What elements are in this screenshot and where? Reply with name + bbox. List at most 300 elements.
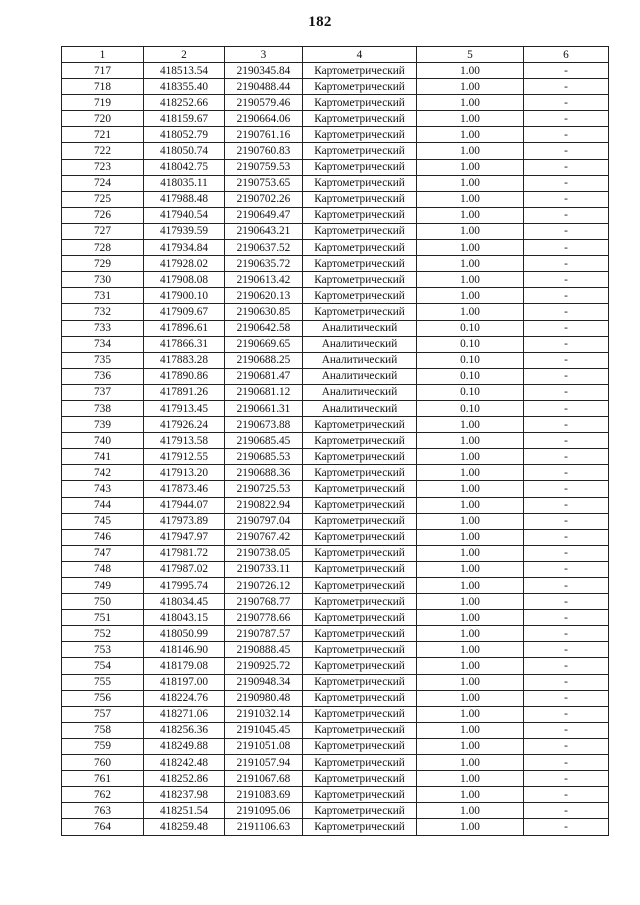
y-coordinate-cell: 2190488.44 (225, 79, 303, 95)
method-cell: Картометрический (303, 63, 417, 79)
accuracy-cell: 1.00 (417, 304, 524, 320)
note-cell: - (524, 63, 609, 79)
method-cell: Картометрический (303, 288, 417, 304)
accuracy-cell: 1.00 (417, 529, 524, 545)
point-number-cell: 747 (62, 545, 144, 561)
table-row (62, 79, 609, 95)
note-cell: - (524, 191, 609, 207)
y-coordinate-cell: 2190681.47 (225, 368, 303, 384)
table-row (62, 626, 609, 642)
x-coordinate-cell: 418179.08 (144, 658, 225, 674)
y-coordinate-cell: 2190768.77 (225, 594, 303, 610)
accuracy-cell: 1.00 (417, 706, 524, 722)
point-number-cell: 762 (62, 787, 144, 803)
accuracy-cell: 1.00 (417, 610, 524, 626)
accuracy-cell: 1.00 (417, 674, 524, 690)
point-number-cell: 754 (62, 658, 144, 674)
method-cell: Картометрический (303, 771, 417, 787)
y-coordinate-cell: 2190664.06 (225, 111, 303, 127)
note-cell: - (524, 433, 609, 449)
method-cell: Картометрический (303, 755, 417, 771)
table-row (62, 690, 609, 706)
method-cell: Картометрический (303, 706, 417, 722)
y-coordinate-cell: 2190642.58 (225, 320, 303, 336)
method-cell: Картометрический (303, 610, 417, 626)
point-number-cell: 744 (62, 497, 144, 513)
accuracy-cell: 1.00 (417, 481, 524, 497)
note-cell: - (524, 594, 609, 610)
x-coordinate-cell: 418050.74 (144, 143, 225, 159)
note-cell: - (524, 610, 609, 626)
table-row (62, 787, 609, 803)
note-cell: - (524, 127, 609, 143)
method-cell: Аналитический (303, 384, 417, 400)
method-cell: Картометрический (303, 561, 417, 577)
x-coordinate-cell: 418242.48 (144, 755, 225, 771)
table-row (62, 803, 609, 819)
note-cell: - (524, 787, 609, 803)
y-coordinate-cell: 2190685.45 (225, 433, 303, 449)
point-number-cell: 749 (62, 578, 144, 594)
point-number-cell: 741 (62, 449, 144, 465)
x-coordinate-cell: 418513.54 (144, 63, 225, 79)
note-cell: - (524, 819, 609, 835)
page-number: 182 (308, 14, 332, 30)
point-number-cell: 727 (62, 223, 144, 239)
point-number-cell: 760 (62, 755, 144, 771)
method-cell: Картометрический (303, 738, 417, 754)
column-header: 1 (62, 47, 144, 63)
table-row (62, 594, 609, 610)
method-cell: Аналитический (303, 320, 417, 336)
table-row (62, 336, 609, 352)
accuracy-cell: 1.00 (417, 127, 524, 143)
note-cell: - (524, 159, 609, 175)
x-coordinate-cell: 417944.07 (144, 497, 225, 513)
method-cell: Картометрический (303, 191, 417, 207)
note-cell: - (524, 674, 609, 690)
method-cell: Картометрический (303, 674, 417, 690)
table-row (62, 706, 609, 722)
y-coordinate-cell: 2190767.42 (225, 529, 303, 545)
note-cell: - (524, 529, 609, 545)
accuracy-cell: 1.00 (417, 207, 524, 223)
method-cell: Картометрический (303, 626, 417, 642)
table-row (62, 529, 609, 545)
accuracy-cell: 1.00 (417, 240, 524, 256)
x-coordinate-cell: 417890.86 (144, 368, 225, 384)
x-coordinate-cell: 418034.45 (144, 594, 225, 610)
accuracy-cell: 1.00 (417, 738, 524, 754)
y-coordinate-cell: 2190620.13 (225, 288, 303, 304)
x-coordinate-cell: 417913.20 (144, 465, 225, 481)
y-coordinate-cell: 2190630.85 (225, 304, 303, 320)
method-cell: Картометрический (303, 481, 417, 497)
point-number-cell: 725 (62, 191, 144, 207)
point-number-cell: 745 (62, 513, 144, 529)
table-row (62, 578, 609, 594)
y-coordinate-cell: 2190635.72 (225, 256, 303, 272)
note-cell: - (524, 143, 609, 159)
accuracy-cell: 1.00 (417, 561, 524, 577)
point-number-cell: 764 (62, 819, 144, 835)
method-cell: Картометрический (303, 449, 417, 465)
y-coordinate-cell: 2190681.12 (225, 384, 303, 400)
method-cell: Картометрический (303, 642, 417, 658)
note-cell: - (524, 658, 609, 674)
accuracy-cell: 0.10 (417, 352, 524, 368)
note-cell: - (524, 738, 609, 754)
table-row (62, 320, 609, 336)
table-body (62, 47, 609, 836)
method-cell: Картометрический (303, 819, 417, 835)
method-cell: Картометрический (303, 433, 417, 449)
table-row (62, 433, 609, 449)
method-cell: Картометрический (303, 513, 417, 529)
point-number-cell: 736 (62, 368, 144, 384)
accuracy-cell: 1.00 (417, 143, 524, 159)
method-cell: Картометрический (303, 175, 417, 191)
accuracy-cell: 0.10 (417, 320, 524, 336)
note-cell: - (524, 803, 609, 819)
point-number-cell: 746 (62, 529, 144, 545)
point-number-cell: 763 (62, 803, 144, 819)
accuracy-cell: 1.00 (417, 175, 524, 191)
y-coordinate-cell: 2191106.63 (225, 819, 303, 835)
method-cell: Картометрический (303, 417, 417, 433)
note-cell: - (524, 690, 609, 706)
point-number-cell: 743 (62, 481, 144, 497)
x-coordinate-cell: 418224.76 (144, 690, 225, 706)
note-cell: - (524, 642, 609, 658)
method-cell: Картометрический (303, 111, 417, 127)
y-coordinate-cell: 2190797.04 (225, 513, 303, 529)
y-coordinate-cell: 2190733.11 (225, 561, 303, 577)
accuracy-cell: 1.00 (417, 578, 524, 594)
table-row (62, 272, 609, 288)
accuracy-cell: 0.10 (417, 368, 524, 384)
x-coordinate-cell: 418197.00 (144, 674, 225, 690)
note-cell: - (524, 561, 609, 577)
method-cell: Картометрический (303, 690, 417, 706)
x-coordinate-cell: 418035.11 (144, 175, 225, 191)
point-number-cell: 742 (62, 465, 144, 481)
note-cell: - (524, 223, 609, 239)
point-number-cell: 739 (62, 417, 144, 433)
method-cell: Картометрический (303, 803, 417, 819)
note-cell: - (524, 272, 609, 288)
column-header: 4 (303, 47, 417, 63)
method-cell: Картометрический (303, 465, 417, 481)
point-number-cell: 733 (62, 320, 144, 336)
accuracy-cell: 1.00 (417, 497, 524, 513)
note-cell: - (524, 352, 609, 368)
y-coordinate-cell: 2191057.94 (225, 755, 303, 771)
accuracy-cell: 1.00 (417, 722, 524, 738)
method-cell: Картометрический (303, 223, 417, 239)
method-cell: Картометрический (303, 272, 417, 288)
method-cell: Картометрический (303, 497, 417, 513)
table-row (62, 304, 609, 320)
note-cell: - (524, 771, 609, 787)
accuracy-cell: 1.00 (417, 111, 524, 127)
note-cell: - (524, 449, 609, 465)
x-coordinate-cell: 418249.88 (144, 738, 225, 754)
y-coordinate-cell: 2190685.53 (225, 449, 303, 465)
method-cell: Картометрический (303, 594, 417, 610)
table-row (62, 400, 609, 416)
table-row (62, 449, 609, 465)
point-number-cell: 732 (62, 304, 144, 320)
point-number-cell: 730 (62, 272, 144, 288)
note-cell: - (524, 481, 609, 497)
point-number-cell: 723 (62, 159, 144, 175)
note-cell: - (524, 545, 609, 561)
method-cell: Картометрический (303, 207, 417, 223)
method-cell: Картометрический (303, 256, 417, 272)
y-coordinate-cell: 2190725.53 (225, 481, 303, 497)
x-coordinate-cell: 417900.10 (144, 288, 225, 304)
y-coordinate-cell: 2191032.14 (225, 706, 303, 722)
x-coordinate-cell: 417909.67 (144, 304, 225, 320)
table-row (62, 610, 609, 626)
method-cell: Картометрический (303, 529, 417, 545)
x-coordinate-cell: 418252.86 (144, 771, 225, 787)
accuracy-cell: 1.00 (417, 594, 524, 610)
x-coordinate-cell: 418042.75 (144, 159, 225, 175)
accuracy-cell: 1.00 (417, 803, 524, 819)
y-coordinate-cell: 2190948.34 (225, 674, 303, 690)
point-number-cell: 751 (62, 610, 144, 626)
table-row (62, 771, 609, 787)
point-number-cell: 761 (62, 771, 144, 787)
note-cell: - (524, 240, 609, 256)
y-coordinate-cell: 2190649.47 (225, 207, 303, 223)
y-coordinate-cell: 2191067.68 (225, 771, 303, 787)
point-number-cell: 722 (62, 143, 144, 159)
point-number-cell: 757 (62, 706, 144, 722)
x-coordinate-cell: 418237.98 (144, 787, 225, 803)
x-coordinate-cell: 417913.45 (144, 400, 225, 416)
accuracy-cell: 1.00 (417, 787, 524, 803)
x-coordinate-cell: 417928.02 (144, 256, 225, 272)
point-number-cell: 752 (62, 626, 144, 642)
accuracy-cell: 1.00 (417, 79, 524, 95)
method-cell: Аналитический (303, 352, 417, 368)
x-coordinate-cell: 418256.36 (144, 722, 225, 738)
accuracy-cell: 0.10 (417, 384, 524, 400)
method-cell: Аналитический (303, 400, 417, 416)
table-row (62, 481, 609, 497)
column-header: 3 (225, 47, 303, 63)
x-coordinate-cell: 418271.06 (144, 706, 225, 722)
accuracy-cell: 1.00 (417, 272, 524, 288)
x-coordinate-cell: 418259.48 (144, 819, 225, 835)
accuracy-cell: 1.00 (417, 95, 524, 111)
y-coordinate-cell: 2191095.06 (225, 803, 303, 819)
y-coordinate-cell: 2190613.42 (225, 272, 303, 288)
table-row (62, 384, 609, 400)
point-number-cell: 728 (62, 240, 144, 256)
accuracy-cell: 1.00 (417, 417, 524, 433)
y-coordinate-cell: 2190688.36 (225, 465, 303, 481)
table-row (62, 642, 609, 658)
method-cell: Аналитический (303, 368, 417, 384)
y-coordinate-cell: 2191051.08 (225, 738, 303, 754)
point-number-cell: 729 (62, 256, 144, 272)
point-number-cell: 748 (62, 561, 144, 577)
x-coordinate-cell: 417934.84 (144, 240, 225, 256)
x-coordinate-cell: 418251.54 (144, 803, 225, 819)
x-coordinate-cell: 417908.08 (144, 272, 225, 288)
y-coordinate-cell: 2190643.21 (225, 223, 303, 239)
x-coordinate-cell: 417939.59 (144, 223, 225, 239)
x-coordinate-cell: 417912.55 (144, 449, 225, 465)
note-cell: - (524, 465, 609, 481)
method-cell: Картометрический (303, 787, 417, 803)
table-row (62, 755, 609, 771)
y-coordinate-cell: 2190980.48 (225, 690, 303, 706)
column-header: 6 (524, 47, 609, 63)
accuracy-cell: 1.00 (417, 819, 524, 835)
x-coordinate-cell: 418050.99 (144, 626, 225, 642)
accuracy-cell: 1.00 (417, 642, 524, 658)
table-row (62, 738, 609, 754)
table-row (62, 674, 609, 690)
x-coordinate-cell: 417988.48 (144, 191, 225, 207)
point-number-cell: 720 (62, 111, 144, 127)
note-cell: - (524, 755, 609, 771)
point-number-cell: 734 (62, 336, 144, 352)
accuracy-cell: 0.10 (417, 400, 524, 416)
accuracy-cell: 1.00 (417, 658, 524, 674)
note-cell: - (524, 175, 609, 191)
x-coordinate-cell: 417926.24 (144, 417, 225, 433)
x-coordinate-cell: 417891.26 (144, 384, 225, 400)
note-cell: - (524, 384, 609, 400)
y-coordinate-cell: 2190738.05 (225, 545, 303, 561)
x-coordinate-cell: 417866.31 (144, 336, 225, 352)
table-row (62, 513, 609, 529)
y-coordinate-cell: 2190702.26 (225, 191, 303, 207)
table-row (62, 465, 609, 481)
table-row (62, 352, 609, 368)
table-row (62, 722, 609, 738)
y-coordinate-cell: 2190345.84 (225, 63, 303, 79)
table-row (62, 561, 609, 577)
point-number-cell: 756 (62, 690, 144, 706)
accuracy-cell: 1.00 (417, 465, 524, 481)
note-cell: - (524, 417, 609, 433)
accuracy-cell: 1.00 (417, 63, 524, 79)
accuracy-cell: 0.10 (417, 336, 524, 352)
method-cell: Картометрический (303, 159, 417, 175)
accuracy-cell: 1.00 (417, 545, 524, 561)
note-cell: - (524, 626, 609, 642)
x-coordinate-cell: 417873.46 (144, 481, 225, 497)
x-coordinate-cell: 418159.67 (144, 111, 225, 127)
table-row (62, 658, 609, 674)
x-coordinate-cell: 417973.89 (144, 513, 225, 529)
x-coordinate-cell: 417896.61 (144, 320, 225, 336)
point-number-cell: 724 (62, 175, 144, 191)
x-coordinate-cell: 417987.02 (144, 561, 225, 577)
table-row (62, 159, 609, 175)
point-number-cell: 737 (62, 384, 144, 400)
note-cell: - (524, 400, 609, 416)
y-coordinate-cell: 2190761.16 (225, 127, 303, 143)
x-coordinate-cell: 418146.90 (144, 642, 225, 658)
note-cell: - (524, 497, 609, 513)
accuracy-cell: 1.00 (417, 191, 524, 207)
point-number-cell: 740 (62, 433, 144, 449)
y-coordinate-cell: 2190760.83 (225, 143, 303, 159)
accuracy-cell: 1.00 (417, 159, 524, 175)
point-number-cell: 755 (62, 674, 144, 690)
note-cell: - (524, 111, 609, 127)
note-cell: - (524, 578, 609, 594)
point-number-cell: 750 (62, 594, 144, 610)
coordinates-table (61, 46, 609, 836)
point-number-cell: 753 (62, 642, 144, 658)
note-cell: - (524, 368, 609, 384)
method-cell: Картометрический (303, 79, 417, 95)
method-cell: Картометрический (303, 304, 417, 320)
note-cell: - (524, 320, 609, 336)
y-coordinate-cell: 2190759.53 (225, 159, 303, 175)
y-coordinate-cell: 2190925.72 (225, 658, 303, 674)
x-coordinate-cell: 417940.54 (144, 207, 225, 223)
y-coordinate-cell: 2190726.12 (225, 578, 303, 594)
x-coordinate-cell: 418355.40 (144, 79, 225, 95)
accuracy-cell: 1.00 (417, 223, 524, 239)
table-row (62, 256, 609, 272)
table-row (62, 175, 609, 191)
accuracy-cell: 1.00 (417, 513, 524, 529)
y-coordinate-cell: 2190822.94 (225, 497, 303, 513)
point-number-cell: 717 (62, 63, 144, 79)
accuracy-cell: 1.00 (417, 256, 524, 272)
accuracy-cell: 1.00 (417, 449, 524, 465)
table-row (62, 240, 609, 256)
note-cell: - (524, 513, 609, 529)
y-coordinate-cell: 2190888.45 (225, 642, 303, 658)
table-row (62, 223, 609, 239)
y-coordinate-cell: 2190688.25 (225, 352, 303, 368)
point-number-cell: 718 (62, 79, 144, 95)
point-number-cell: 719 (62, 95, 144, 111)
table-row (62, 143, 609, 159)
y-coordinate-cell: 2190637.52 (225, 240, 303, 256)
table-row (62, 207, 609, 223)
table-row (62, 111, 609, 127)
accuracy-cell: 1.00 (417, 288, 524, 304)
accuracy-cell: 1.00 (417, 755, 524, 771)
x-coordinate-cell: 418052.79 (144, 127, 225, 143)
table-row (62, 497, 609, 513)
x-coordinate-cell: 417981.72 (144, 545, 225, 561)
table-row (62, 95, 609, 111)
point-number-cell: 738 (62, 400, 144, 416)
method-cell: Картометрический (303, 127, 417, 143)
accuracy-cell: 1.00 (417, 690, 524, 706)
note-cell: - (524, 336, 609, 352)
table-row (62, 417, 609, 433)
x-coordinate-cell: 417947.97 (144, 529, 225, 545)
point-number-cell: 721 (62, 127, 144, 143)
table-row (62, 127, 609, 143)
column-header: 5 (417, 47, 524, 63)
